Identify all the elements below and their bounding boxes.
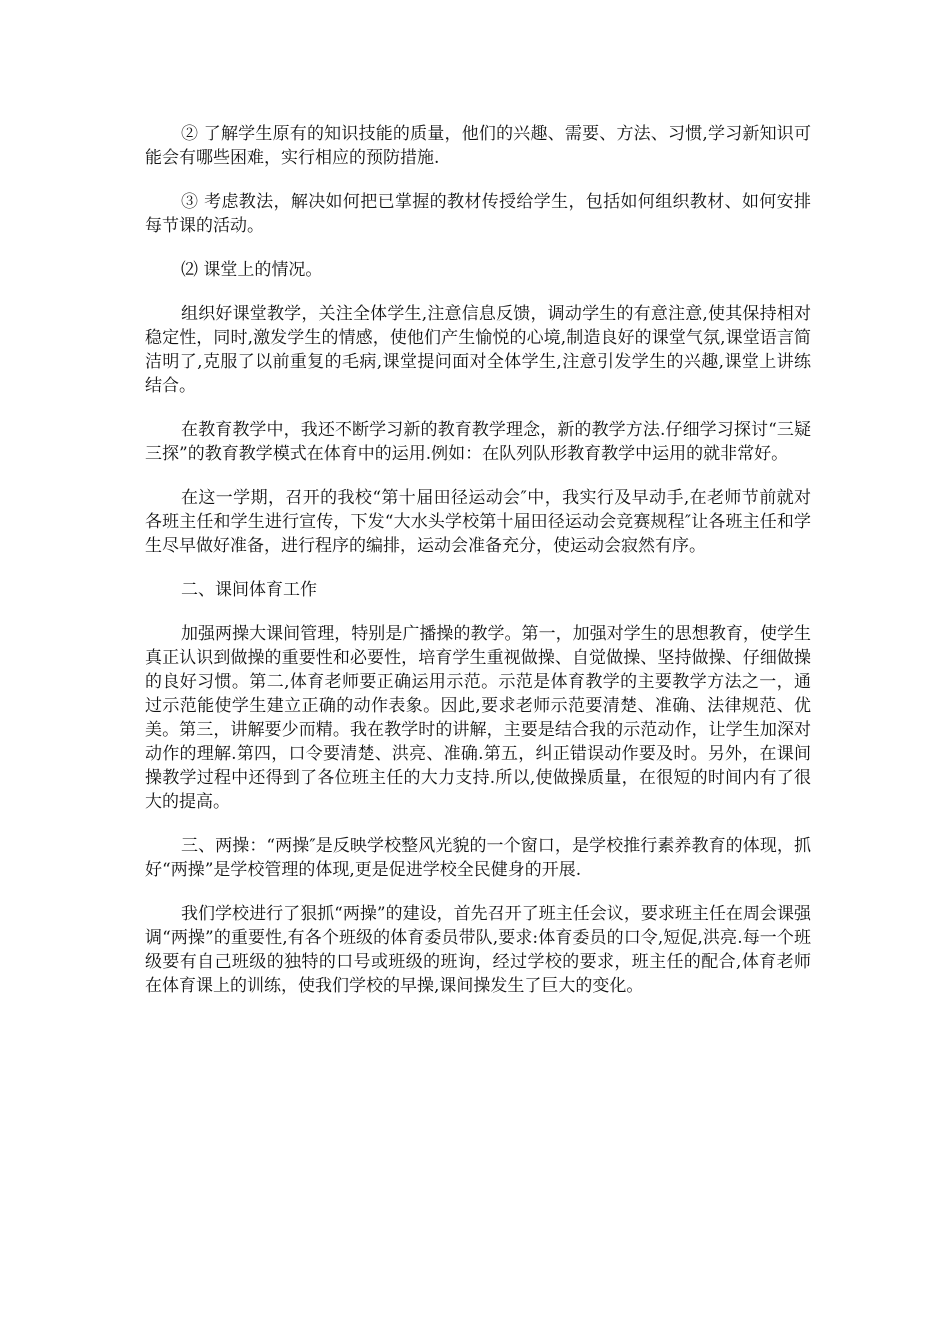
- paragraph-two-exercises-construction: 我们学校进行了狠抓“两操”的建设，首先召开了班主任会议，要求班主任在周会课强调“两操”的重要性,有各个班级的体育委员带队,要求:体育委员的口令,短促,洪亮.每一个班级要有自己班级的独特的口号或班级的班询，经过学校的要求，班主任的配合,体育老师在体育课上的训练，使我们学校的早操,课间操发生了巨大的变化。: [145, 904, 811, 996]
- section-heading-break-exercise: 二、课间体育工作: [181, 580, 317, 600]
- document-body: [145, 122, 811, 1018]
- paragraph-teaching-methods: ③ 考虑教法，解决如何把已掌握的教材传授给学生，包括如何组织教材、如何安排每节课的活动。: [145, 192, 811, 236]
- paragraph-teaching-concepts: 在教育教学中，我还不断学习新的教育教学理念，新的教学方法.仔细学习探讨“三疑三探”的教育教学模式在体育中的运用.例如：在队列队形教育教学中运用的就非常好。: [145, 420, 811, 464]
- paragraph-classroom-organization: 组织好课堂教学，关注全体学生,注意信息反馈，调动学生的有意注意,使其保持相对稳定性，同时,激发学生的情感，使他们产生愉悦的心境,制造良好的课堂气氛,课堂语言简洁明了,克服了以前重复的毛病,课堂提问面对全体学生,注意引发学生的兴趣,课堂上讲练结合。: [145, 304, 811, 396]
- paragraph-sports-meet: 在这一学期，召开的我校“第十届田径运动会″中，我实行及早动手,在老师节前就对各班主任和学生进行宣传，下发“大水头学校第十届田径运动会竞赛规程″让各班主任和学生尽早做好准备，进行程序的编排，运动会准备充分，使运动会寂然有序。: [145, 488, 811, 556]
- paragraph-understand-students: ② 了解学生原有的知识技能的质量，他们的兴趣、需要、方法、习惯,学习新知识可能会有哪些困难，实行相应的预防措施.: [145, 124, 811, 168]
- paragraph-classroom-heading: ⑵ 课堂上的情况。: [181, 260, 323, 280]
- paragraph-break-exercise-management: 加强两操大课间管理，特别是广播操的教学。第一，加强对学生的思想教育，使学生真正认识到做操的重要性和必要性，培育学生重视做操、自觉做操、坚持做操、仔细做操的良好习惯。第二,体育老师要正确运用示范。示范是体育教学的主要教学方法之一，通过示范能使学生建立正确的动作表象。因此,要求老师示范要清楚、准确、法律规范、优美。第三，讲解要少而精。我在教学时的讲解，主要是结合我的示范动作，让学生加深对动作的理解.第四，口令要清楚、洪亮、准确.第五，纠正错误动作要及时。另外，在课间操教学过程中还得到了各位班主任的大力支持.所以,使做操质量，在很短的时间内有了很大的提高。: [145, 624, 811, 812]
- paragraph-two-exercises: 三、两操：“两操″是反映学校整风光貌的一个窗口，是学校推行素养教育的体现，抓好“两操”是学校管理的体现,更是促进学校全民健身的开展.: [145, 836, 811, 880]
